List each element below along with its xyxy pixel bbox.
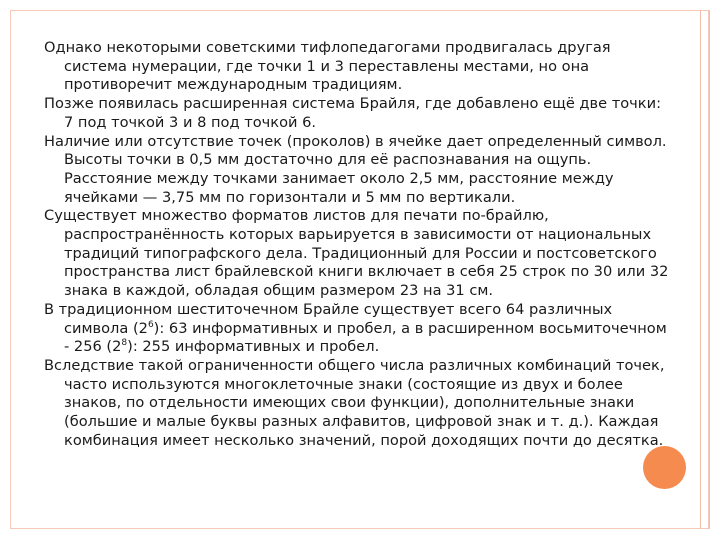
slide-right-border: [700, 10, 710, 529]
paragraph-text: В традиционном шеститочечном Брайле существует всего 64 различных символа (2: [44, 300, 613, 337]
paragraph-braille-symbol-count: [44, 301, 670, 357]
paragraph: Позже появилась расширенная система Брайля, где добавлено ещё две точки: 7 под точкой 3 и 8 под точкой 6.: [44, 95, 662, 131]
slide-body: [44, 39, 670, 450]
paragraph: Существует множество форматов листов для печати по-брайлю, распространённость которых варьируется в зависимости от национальных традиций типографского дела. Традиционный для России и постсоветского пространства лист брайлевской книги включает в себя 25 строк по 30 или 32 знака в каждой, обладая общим размером 23 на 31 см.: [44, 207, 669, 300]
paragraph: Однако некоторыми советскими тифлопедагогами продвигалась другая система нумерации, где точки 1 и 3 переставлены местами, но она противоречит международным традициям.: [44, 39, 611, 94]
paragraph: Вследствие такой ограниченности общего числа различных комбинаций точек, часто используются многоклеточные знаки (состоящие из двух и более знаков, по отдельности имеющих свои функции), дополнительные знаки (большие и малые буквы разных алфавитов, цифровой знак и т. д.). Каждая комбинация имеет несколько значений, порой доходящих почти до десятка.: [44, 356, 665, 449]
paragraph-text: ): 63 информативных и пробел, а в расширенном восьмиточечном - 256 (2: [64, 319, 667, 356]
paragraph: Наличие или отсутствие точек (проколов) в ячейке дает определенный символ. Высоты точки в 0,5 мм достаточно для её распознавания на ощупь. Расстояние между точками занимает около 2,5 мм, расстояние между ячейками — 3,75 мм по горизонтали и 5 мм по вертикали.: [44, 132, 667, 206]
exponent: 8: [121, 338, 128, 349]
decorative-circle: [643, 446, 686, 489]
exponent: 6: [147, 319, 154, 330]
paragraph-text: ): 255 информативных и пробел.: [127, 338, 380, 356]
